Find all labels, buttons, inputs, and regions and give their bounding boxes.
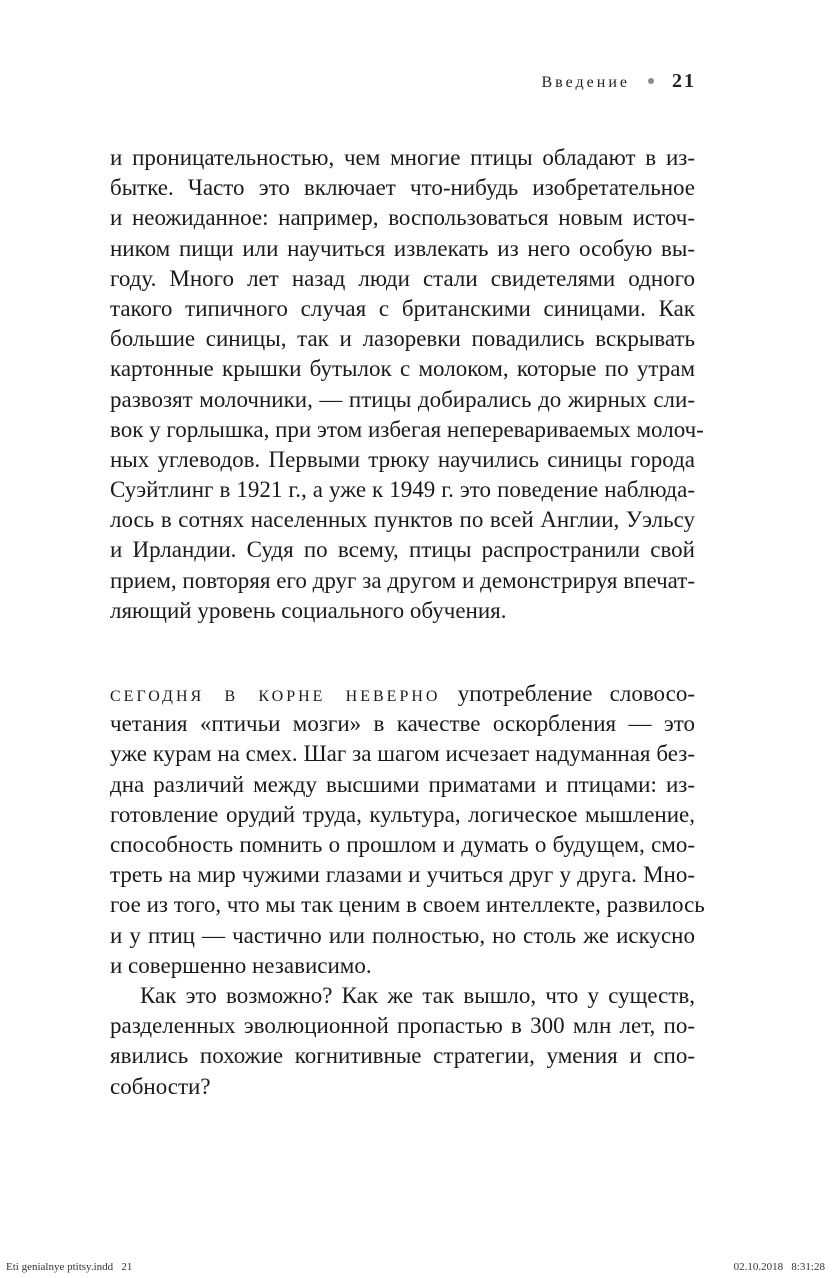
text-line: вок у горлышка, при этом избегая неперевариваемых молоч- <box>110 416 704 442</box>
text-fragment: употребление словосо- <box>440 681 695 706</box>
text-line: и неожиданное: например, воспользоваться новым источ- <box>110 205 695 231</box>
text-line: ляющий уровень социального обучения. <box>110 597 507 623</box>
print-file-slug: Eti genialnye ptitsy.indd 21 <box>6 1261 133 1273</box>
text-line: способность помнить о прошлом и думать о будущем, смо- <box>110 831 695 857</box>
text-line: явились похожие когнитивные стратегии, умения и спо- <box>110 1043 695 1069</box>
text-line: дна различий между высшими приматами и птицами: из- <box>110 771 695 797</box>
section-lead-in: сегодня в корне неверно <box>110 681 441 706</box>
paragraph-1 <box>110 143 704 626</box>
text-line: и совершенно независимо. <box>110 952 372 978</box>
text-line: и Ирландии. Судя по всему, птицы распространили свой <box>110 537 695 563</box>
text-line: треть на мир чужими глазами и учиться друг у друга. Мно- <box>110 862 695 888</box>
print-timestamp: 02.10.2018 8:31:28 <box>733 1261 825 1273</box>
text-line: ником пищи или научиться извлекать из него особую вы- <box>110 235 695 261</box>
chapter-title: Введение <box>541 74 630 91</box>
text-line: Суэйтлинг в 1921 г., а уже к 1949 г. это поведение наблюда- <box>110 477 695 503</box>
text-line: ных углеводов. Первыми трюку научились синицы города <box>110 446 695 472</box>
text-line: четания «птичьи мозги» в качестве оскорбления — это <box>110 711 695 737</box>
bullet-separator-icon <box>648 78 654 84</box>
text-line: готовление орудий труда, культура, логическое мышление, <box>110 801 695 827</box>
text-line: и проницательностью, чем многие птицы обладают в из- <box>110 145 695 170</box>
text-line: Как это возможно? Как же так вышло, что у существ, <box>140 983 695 1008</box>
text-line: прием, повторяя его друг за другом и демонстрируя впечат- <box>110 567 695 593</box>
text-line: лось в сотнях населенных пунктов по всей Англии, Уэльсу <box>110 507 695 533</box>
paragraph-2 <box>110 679 705 981</box>
text-line: развозят молочники, — птицы добирались до жирных сли- <box>110 386 695 412</box>
running-head <box>542 70 697 93</box>
text-line <box>110 679 695 709</box>
page-number: 21 <box>672 70 696 92</box>
text-line: гое из того, что мы так ценим в своем интеллекте, развилось <box>110 892 705 918</box>
text-line: большие синицы, так и лазоревки повадились вскрывать <box>110 326 695 352</box>
text-line: такого типичного случая с британскими синицами. Как <box>110 295 695 321</box>
paragraph-3 <box>110 981 695 1102</box>
text-line: бытке. Часто это включает что-нибудь изобретательное <box>110 175 695 201</box>
text-line: и у птиц — частично или полностью, но столь же искусно <box>110 922 695 948</box>
text-line: разделенных эволюционной пропастью в 300 млн лет, по- <box>110 1013 695 1039</box>
text-line: году. Много лет назад люди стали свидетелями одного <box>110 265 695 291</box>
text-line: картонные крышки бутылок с молоком, которые по утрам <box>110 356 695 382</box>
text-line: собности? <box>110 1073 211 1099</box>
text-line: уже курам на смех. Шаг за шагом исчезает надуманная без- <box>110 741 695 767</box>
